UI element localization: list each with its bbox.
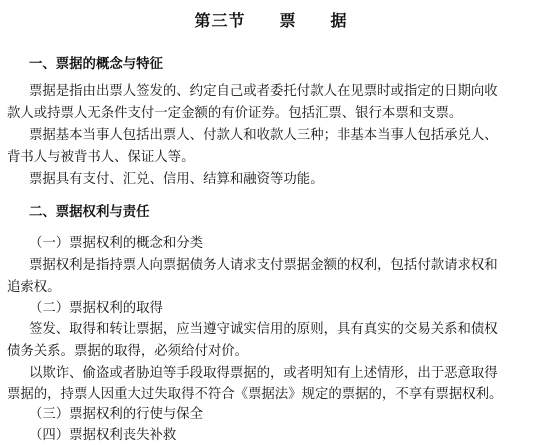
paragraph-acquisition-line-2: 债务关系。票据的取得，必须给付对价。 bbox=[7, 344, 249, 359]
paragraph-functions: 票据具有支付、汇兑、信用、结算和融资等功能。 bbox=[29, 172, 324, 187]
subsection-title-exercise-preservation: （三）票据权利的行使与保全 bbox=[29, 407, 204, 422]
paragraph-rights-concept-line-1: 票据权利是指持票人向票据债务人请求支付票据金额的权利，包括付款请求权和 bbox=[29, 258, 498, 273]
paragraph-bad-faith-line-1: 以欺诈、偷盗或者胁迫等手段取得票据的，或者明知有上述情形，出于恶意取得 bbox=[29, 366, 498, 381]
heading-concept-features: 一、票据的概念与特征 bbox=[29, 57, 163, 72]
paragraph-parties-line-1: 票据基本当事人包括出票人、付款人和收款人三种；非基本当事人包括承兑人、 bbox=[29, 128, 498, 143]
paragraph-bad-faith-line-2: 票据的，持票人因重大过失取得不符合《票据法》规定的票据的，不享有票据权利。 bbox=[7, 387, 503, 402]
paragraph-acquisition-line-1: 签发、取得和转让票据，应当遵守诚实信用的原则，具有真实的交易关系和债权 bbox=[29, 322, 498, 337]
paragraph-parties-line-2: 背书人与被背书人、保证人等。 bbox=[7, 150, 195, 165]
subsection-title-loss-remedy: （四）票据权利丧失补救 bbox=[29, 428, 177, 443]
subsection-title-rights-acquisition: （二）票据权利的取得 bbox=[29, 301, 163, 316]
subsection-title-rights-concept: （一）票据权利的概念和分类 bbox=[29, 236, 204, 251]
heading-rights-liability: 二、票据权利与责任 bbox=[29, 205, 150, 220]
paragraph-definition-line-2: 款人或持票人无条件支付一定金额的有价证券。包括汇票、银行本票和支票。 bbox=[7, 106, 463, 121]
paragraph-rights-concept-line-2: 追索权。 bbox=[7, 280, 61, 295]
section-title: 第三节 票 据 bbox=[194, 11, 348, 30]
paragraph-definition-line-1: 票据是指由出票人签发的、约定自己或者委托付款人在见票时或指定的日期向收 bbox=[29, 84, 498, 99]
